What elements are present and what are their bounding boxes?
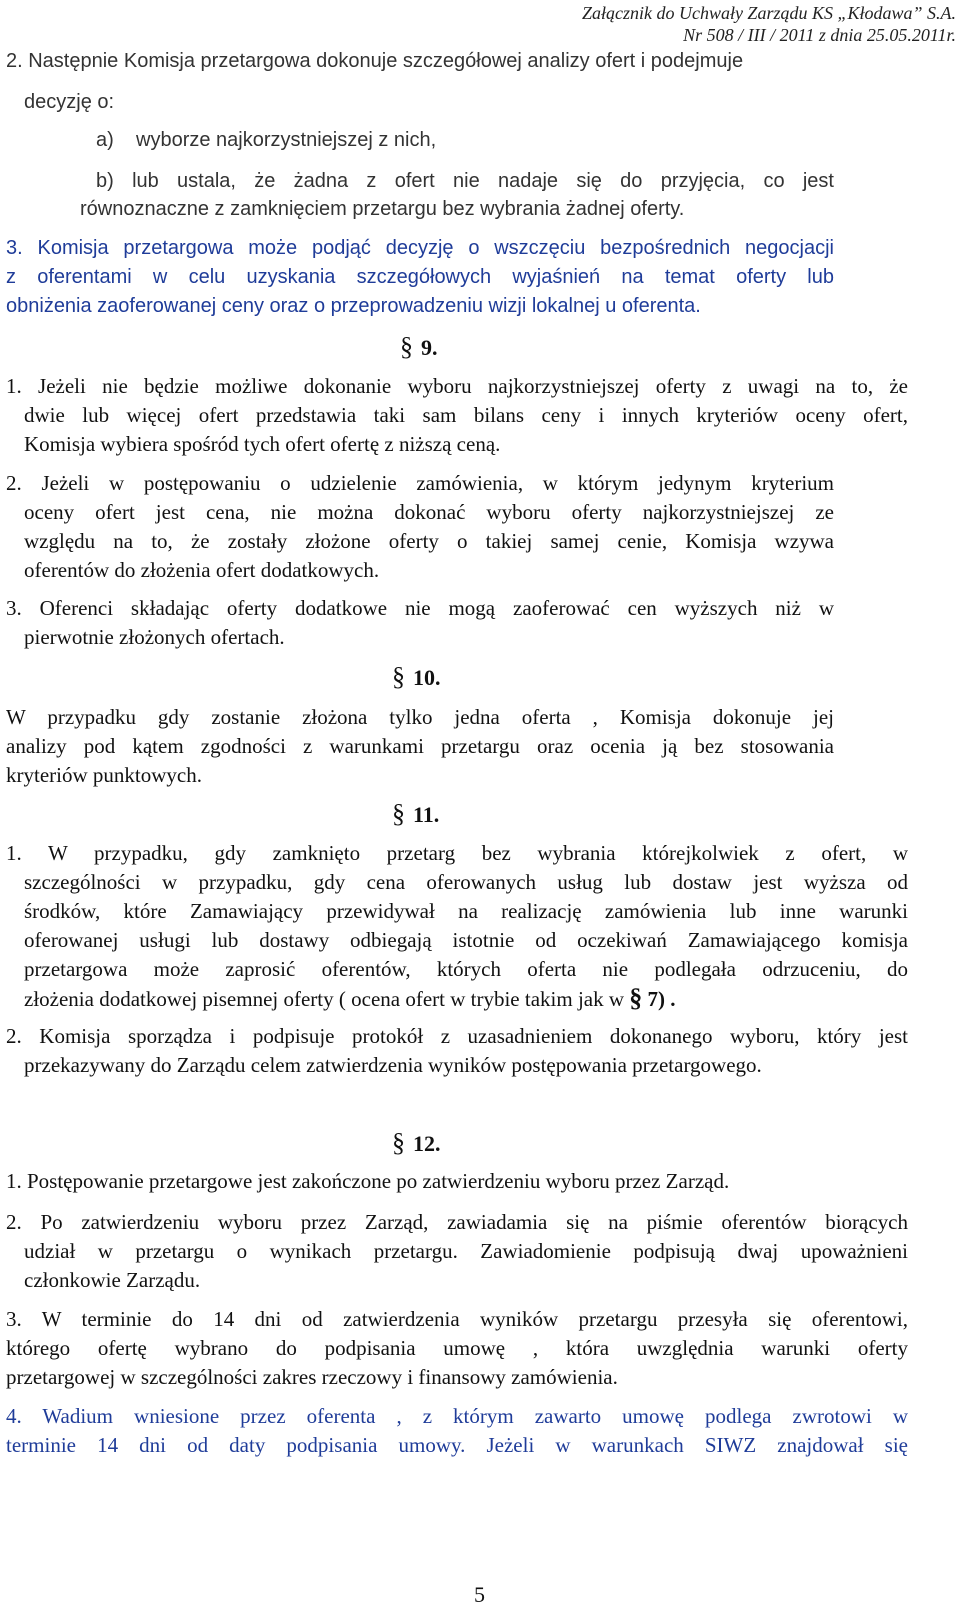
paragraph-line: 2. Jeżeli w postępowaniu o udzielenie zamówienia, w którym jedynym kryterium (6, 471, 834, 495)
paragraph-line: decyzję o: (24, 91, 115, 113)
paragraph-line: oferentów do złożenia ofert dodatkowych. (24, 558, 380, 582)
paragraph-line: środków, które Zamawiający przewidywał na realizację zamówienia lub inne warunki (24, 899, 908, 923)
paragraph-line: szczególności w przypadku, gdy cena oferowanych usług lub dostaw jest wyższa od (24, 870, 908, 894)
paragraph-line: członkowie Zarządu. (24, 1268, 201, 1292)
paragraph-line: analizy pod kątem zgodności z warunkami przetargu oraz ocenia ją bez stosowania (6, 734, 834, 758)
section-symbol: § (392, 1128, 405, 1157)
section-heading-9: § 9. (400, 332, 438, 361)
paragraph-line: W przypadku gdy zostanie złożona tylko jedna oferta , Komisja dokonuje jej (6, 705, 834, 729)
header-resolution-line: Nr 508 / III / 2011 z dnia 25.05.2011r. (683, 25, 956, 45)
paragraph-line: 1. Postępowanie przetargowe jest zakończone po zatwierdzeniu wyboru przez Zarząd. (6, 1169, 730, 1193)
section-heading-11: § 11. (392, 799, 440, 828)
paragraph-line: którego ofertę wybrano do podpisania umowę , która uwzględnia warunki oferty (6, 1336, 908, 1360)
paragraph-line: 2. Po zatwierdzeniu wyboru przez Zarząd, zawiadamia się na piśmie oferentów biorących (6, 1210, 908, 1234)
paragraph-line: obniżenia zaoferowanej ceny oraz o przeprowadzeniu wizji lokalnej u oferenta. (6, 295, 701, 317)
paragraph-line: z oferentami w celu uzyskania szczegółowych wyjaśnień na temat oferty lub (6, 266, 834, 288)
paragraph-line: terminie 14 dni od daty podpisania umowy. Jeżeli w warunkach SIWZ znajdował się (6, 1433, 908, 1457)
section-symbol: § (392, 799, 405, 828)
paragraph-line: udział w przetargu o wynikach przetargu. Zawiadomienie podpisują dwaj upoważnieni (24, 1239, 908, 1263)
paragraph-line: przekazywany do Zarządu celem zatwierdzenia wyników postępowania przetargowego. (24, 1053, 762, 1077)
header-attachment-line: Załącznik do Uchwały Zarządu KS „Kłodawa” S.A. (581, 3, 956, 23)
paragraph-line: względu na to, że zostały złożone oferty o takiej samej cenie, Komisja wzywa (24, 529, 834, 553)
paragraph-line: 3. Oferenci składając oferty dodatkowe nie mogą zaoferować cen wyższych niż w (6, 596, 834, 620)
section-heading-10: § 10. (392, 662, 441, 691)
section-symbol: § (400, 332, 413, 361)
list-item-b: b) lub ustala, że żadna z ofert nie nadaje się do przyjęcia, co jest (96, 170, 834, 192)
page-number: 5 (474, 1582, 485, 1607)
paragraph-line: 2. Komisja sporządza i podpisuje protokół z uzasadnieniem dokonanego wyboru, który jest (6, 1024, 908, 1048)
paragraph-line: 1. Jeżeli nie będzie możliwe dokonanie wyboru najkorzystniejszej oferty z uwagi na to, że (6, 374, 908, 398)
paragraph-line: równoznaczne z zamknięciem przetargu bez wybrania żadnej oferty. (80, 198, 685, 220)
paragraph-line: przetargowej w szczególności zakres rzeczowy i finansowy zamówienia. (6, 1365, 618, 1389)
paragraph-line: 3. Komisja przetargowa może podjąć decyzję o wszczęciu bezpośrednich negocjacji (6, 237, 834, 259)
paragraph-line: pierwotnie złożonych ofertach. (24, 625, 285, 649)
section-symbol: § (392, 662, 405, 691)
paragraph-line: kryteriów punktowych. (6, 763, 202, 787)
paragraph-line: 2. Następnie Komisja przetargowa dokonuje szczegółowej analizy ofert i podejmuje (6, 50, 744, 72)
paragraph-line: 4. Wadium wniesione przez oferenta , z którym zawarto umowę podlega zwrotowi w (6, 1404, 908, 1428)
paragraph-line: oferowanej usługi lub dostawy odbiegają istotnie od oczekiwań Zamawiającego komisja (24, 928, 908, 952)
paragraph-line: oceny ofert jest cena, nie można dokonać wyboru oferty najkorzystniejszej ze (24, 500, 834, 524)
paragraph-line: przetargowa może zaprosić oferentów, których oferta nie podlegała odrzuceniu, do (24, 957, 908, 981)
paragraph-line: 3. W terminie do 14 dni od zatwierdzenia wyników przetargu przesyła się oferentowi, (6, 1307, 908, 1331)
list-item-a: a) wyborze najkorzystniejszej z nich, (96, 129, 437, 151)
paragraph-line: złożenia dodatkowej pisemnej oferty ( ocena ofert w trybie takim jak w § 7) . (24, 983, 676, 1012)
section-symbol: § (629, 983, 643, 1012)
paragraph-line: dwie lub więcej ofert przedstawia taki sam bilans ceny i innych kryteriów oceny ofert, (24, 403, 908, 427)
section-heading-12: § 12. (392, 1128, 441, 1157)
paragraph-line: Komisja wybiera spośród tych ofert ofertę z niższą ceną. (24, 432, 501, 456)
paragraph-line: 1. W przypadku, gdy zamknięto przetarg bez wybrania którejkolwiek z ofert, w (6, 841, 908, 865)
